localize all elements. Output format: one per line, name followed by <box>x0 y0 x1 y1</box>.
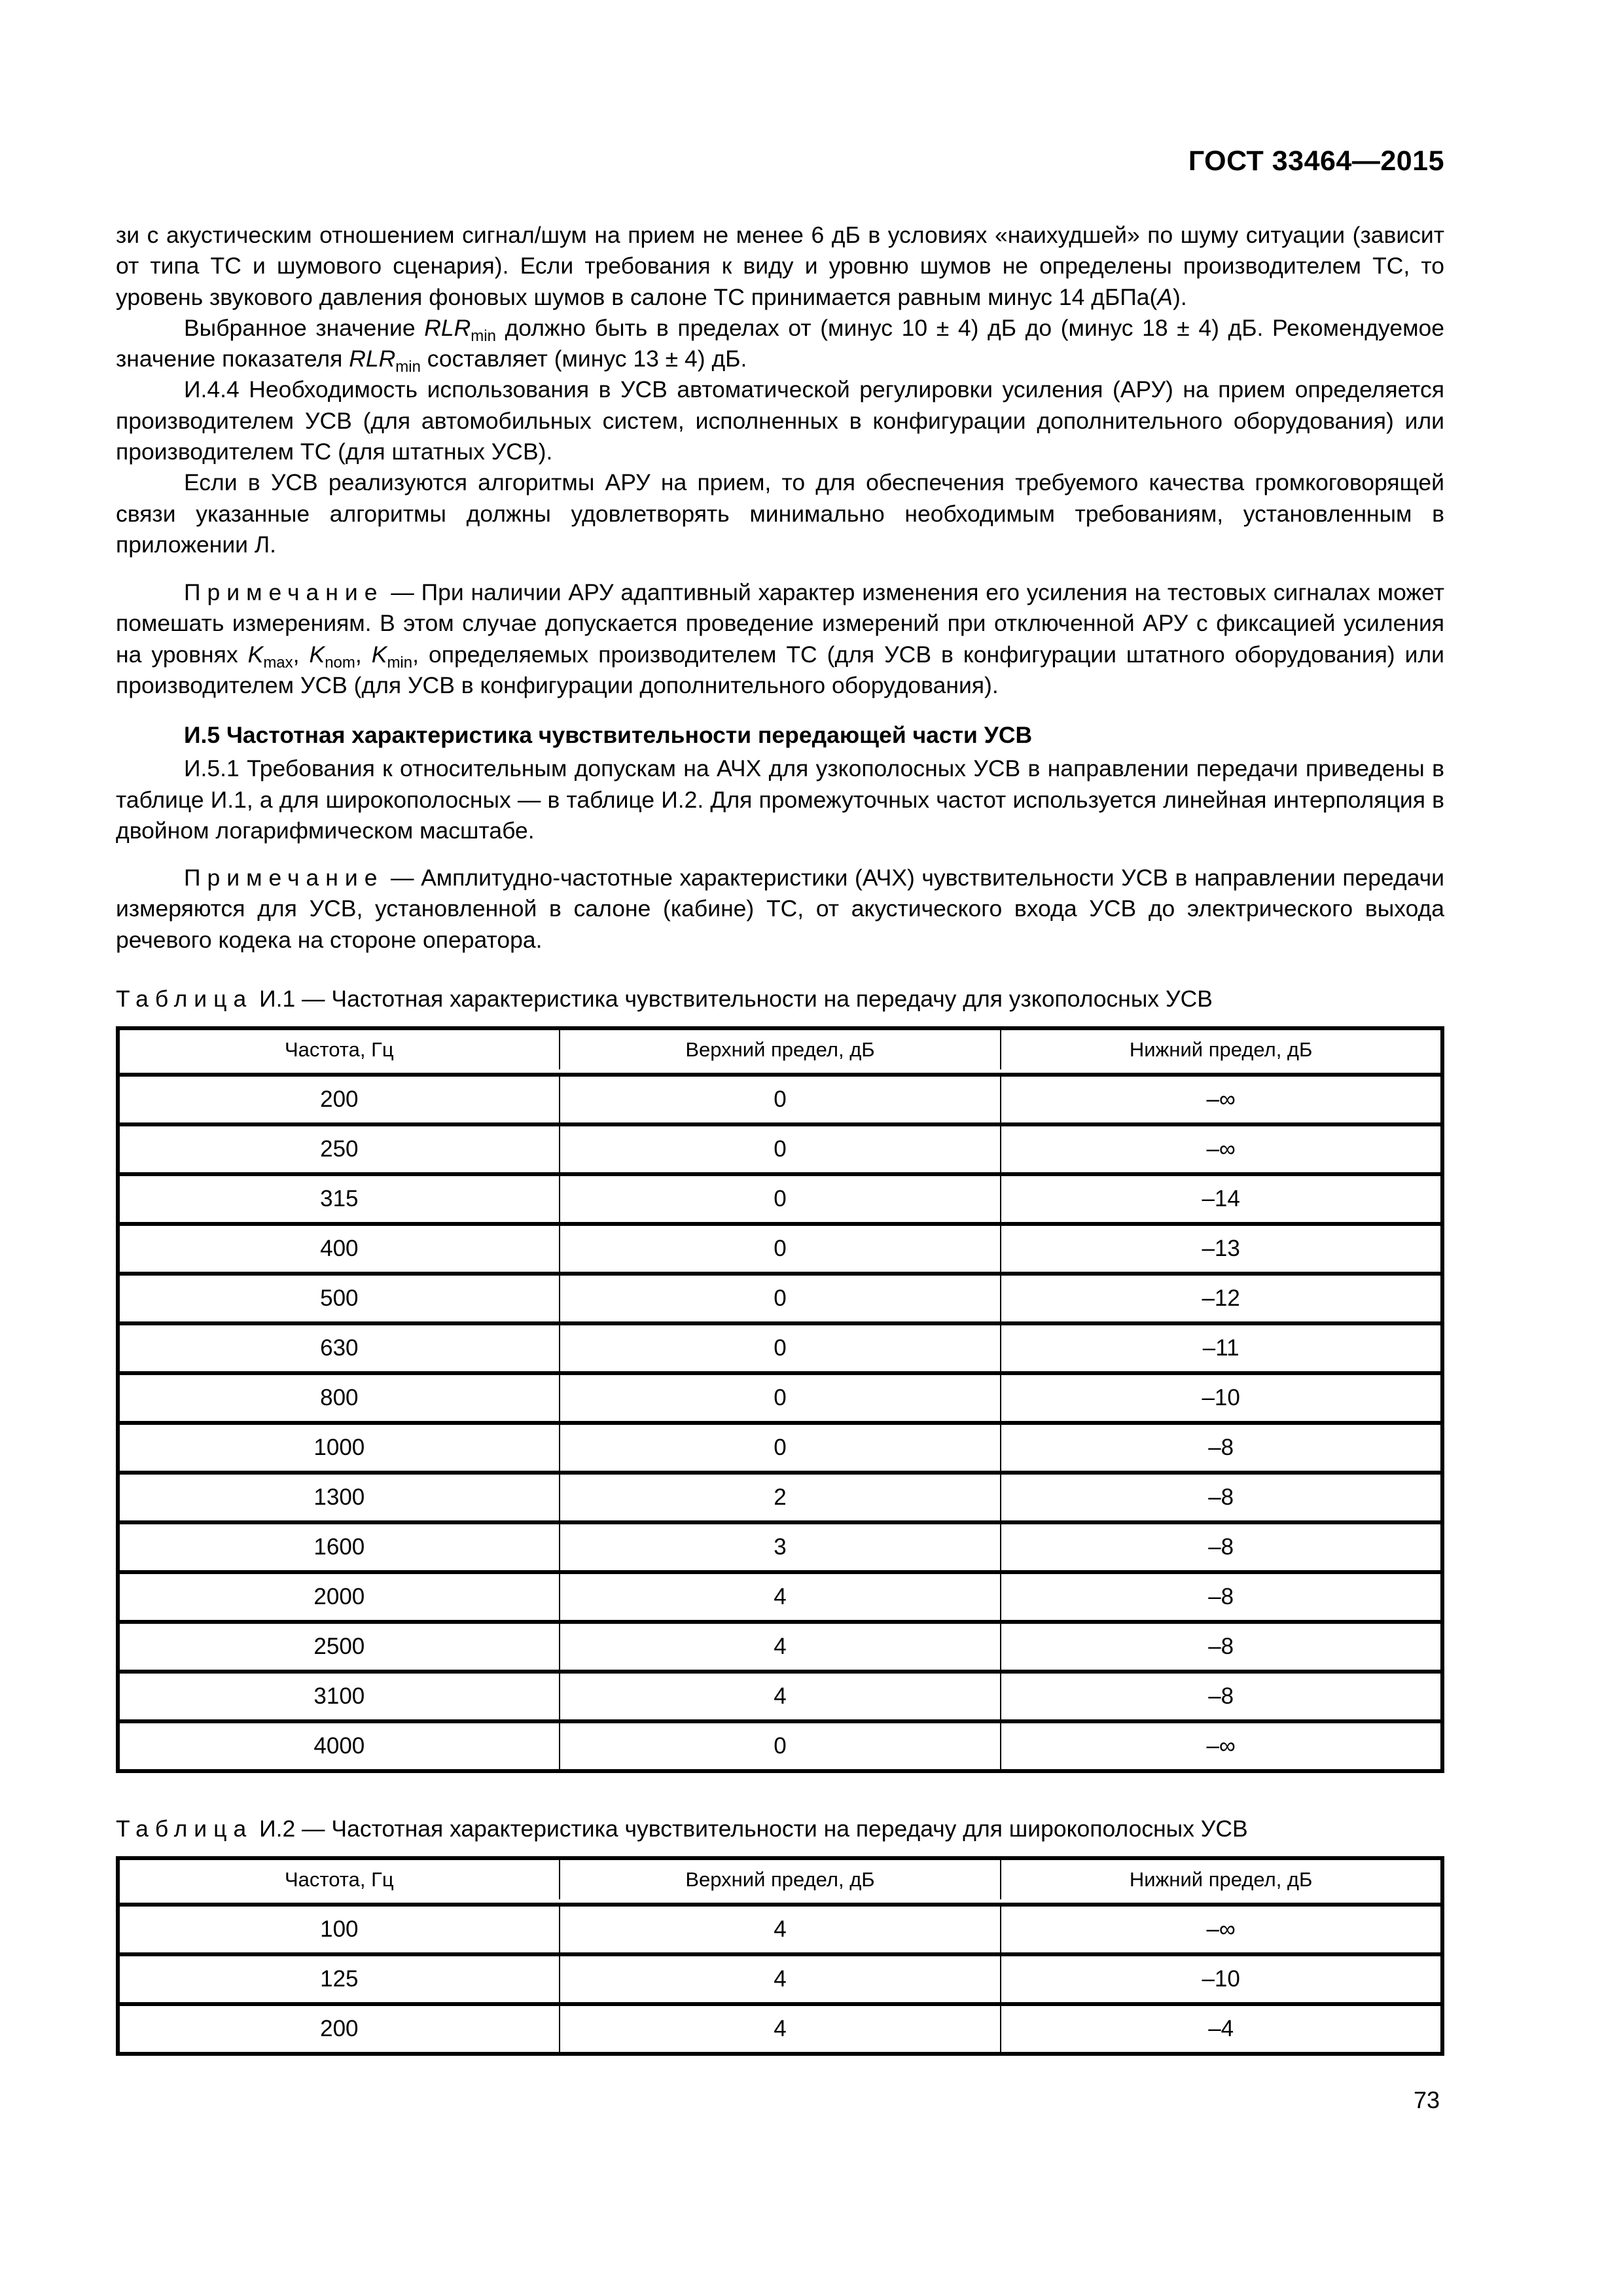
cell-frequency: 4000 <box>118 1721 560 1771</box>
subscript-min: min <box>471 327 496 345</box>
cell-frequency: 630 <box>118 1323 560 1373</box>
paragraph-i-4-4: И.4.4 Необходимость использования в УСВ автоматической регулировки усиления (АРУ) на прием определяется производителем УСВ (для автомобильных систем, исполненных в конфигурации дополнительного оборудования) или производителем ТС (для штатных УСВ). <box>116 376 1444 465</box>
page-number: 73 <box>1414 2087 1440 2113</box>
cell-upper: 0 <box>560 1224 1001 1274</box>
table-2 <box>116 1856 1444 2056</box>
cell-lower: –13 <box>1001 1224 1442 1274</box>
cell-frequency: 315 <box>118 1174 560 1224</box>
cell-upper: 0 <box>560 1124 1001 1174</box>
column-header-frequency: Частота, Гц <box>118 1028 560 1071</box>
cell-frequency: 400 <box>118 1224 560 1274</box>
cell-upper: 4 <box>560 1954 1001 2004</box>
cell-upper: 4 <box>560 1672 1001 1721</box>
cell-lower: –∞ <box>1001 1075 1442 1124</box>
cell-upper: 0 <box>560 1075 1001 1124</box>
note-text: определяемых производителем ТС (для УСВ в конфигурации штатного оборудования) или производителем УСВ (для УСВ в конфигурации дополнительного оборудования). <box>116 641 1444 698</box>
section-i-5 <box>116 720 1444 846</box>
paragraph-text: должно быть в пределах от (минус 10 ± 4) дБ до (минус 18 ± 4) дБ. Рекомендуемое значение показателя <box>116 314 1444 372</box>
cell-lower: –∞ <box>1001 1905 1442 1954</box>
cell-upper: 0 <box>560 1423 1001 1473</box>
cell-upper: 0 <box>560 1373 1001 1423</box>
column-header-lower-limit: Нижний предел, дБ <box>1001 1028 1442 1071</box>
paragraph-continuation <box>116 220 1444 313</box>
k-symbol: K <box>247 641 264 668</box>
column-header-upper-limit: Верхний предел, дБ <box>560 1858 1001 1901</box>
table-row <box>118 1323 1442 1373</box>
cell-upper: 0 <box>560 1174 1001 1224</box>
cell-frequency: 125 <box>118 1954 560 2004</box>
table-row <box>118 1224 1442 1274</box>
subscript-min: min <box>395 358 421 376</box>
paragraph-text: ). <box>1173 283 1187 310</box>
note-text: — Амплитудно-частотные характеристики (АЧХ) чувствительности УСВ в направлении передачи измеряются для УСВ, установленной в салоне (кабине) ТС, от акустического входа УСВ до электрического выхода речевого кодека на стороне оператора. <box>116 865 1444 953</box>
rlr-symbol: RLR <box>424 314 471 341</box>
cell-frequency: 3100 <box>118 1672 560 1721</box>
cell-lower: –8 <box>1001 1423 1442 1473</box>
table-row <box>118 1274 1442 1323</box>
cell-frequency: 2000 <box>118 1572 560 1622</box>
paragraph-aru: Если в УСВ реализуются алгоритмы АРУ на прием, то для обеспечения требуемого качества громкоговорящей связи указанные алгоритмы должны удовлетворять минимально необходимым требованиям, установленным в приложении Л. <box>116 469 1444 558</box>
note-block-2 <box>116 863 1444 956</box>
cell-frequency: 1300 <box>118 1473 560 1522</box>
cell-frequency: 500 <box>118 1274 560 1323</box>
table-row <box>118 1622 1442 1672</box>
table-1 <box>116 1026 1444 1773</box>
subscript-min: min <box>387 653 413 672</box>
cell-frequency: 100 <box>118 1905 560 1954</box>
note-label: Примечание <box>184 865 384 891</box>
cell-lower: –8 <box>1001 1572 1442 1622</box>
cell-lower: –8 <box>1001 1473 1442 1522</box>
paragraph-text: зи с акустическим отношением сигнал/шум на прием не менее 6 дБ в условиях «наихудшей» по шуму ситуации (зависит от типа ТС и шумового сценария). Если требования к виду и уровню шумов не определены производителем ТС, то уровень звукового давления фоновых шумов в салоне ТС принимается равным минус 14 дБПа( <box>116 222 1444 310</box>
cell-upper: 4 <box>560 1572 1001 1622</box>
table-row <box>118 1075 1442 1124</box>
cell-upper: 4 <box>560 1905 1001 1954</box>
cell-upper: 4 <box>560 2004 1001 2054</box>
table-row <box>118 1672 1442 1721</box>
cell-frequency: 250 <box>118 1124 560 1174</box>
column-header-frequency: Частота, Гц <box>118 1858 560 1901</box>
note-paragraph: Примечание — При наличии АРУ адаптивный характер изменения его усиления на тестовых сигналах может помешать измерениям. В этом случае допускается проведение измерений при отключенной АРУ с фиксацией усиления на уровнях $K_{max}$, $K_{nom}$, $K_{min}$, определяемых производителем ТС (для УСВ в конфигурации штатного оборудования) или производителем УСВ (для УСВ в конфигурации дополнительного оборудования). <box>116 579 1444 698</box>
cell-lower: –10 <box>1001 1954 1442 2004</box>
cell-upper: 0 <box>560 1274 1001 1323</box>
note-paragraph <box>116 863 1444 956</box>
cell-upper: 4 <box>560 1622 1001 1672</box>
paragraph-i-5-1: И.5.1 Требования к относительным допускам на АЧХ для узкополосных УСВ в направлении передачи приведены в таблице И.1, а для широкополосных — в таблице И.2. Для промежуточных частот используется линейная интерполяция в двойном логарифмическом масштабе. <box>116 755 1444 844</box>
cell-lower: –∞ <box>1001 1124 1442 1174</box>
paragraph-rlr <box>116 313 1444 375</box>
cell-lower: –8 <box>1001 1522 1442 1572</box>
table-row <box>118 2004 1442 2054</box>
body-text-block-1 <box>116 220 1444 560</box>
paragraph-text: составляет (минус 13 ± 4) дБ. <box>420 346 747 372</box>
cell-lower: –12 <box>1001 1274 1442 1323</box>
italic-symbol: A <box>1157 283 1173 310</box>
table-header-row <box>118 1858 1442 1901</box>
caption-text: И.2 — Частотная характеристика чувствительности на передачу для широкополосных УСВ <box>253 1816 1248 1842</box>
cell-lower: –∞ <box>1001 1721 1442 1771</box>
note-block-1 <box>116 577 1444 701</box>
caption-label: Таблица <box>116 986 253 1012</box>
note-text: — При наличии АРУ адаптивный характер изменения его усиления на тестовых сигналах может помешать измерениям. В этом случае допускается проведение измерений при отключенной АРУ с фиксацией усиления на уровнях <box>116 579 1444 668</box>
cell-upper: 3 <box>560 1522 1001 1572</box>
table-row <box>118 1423 1442 1473</box>
cell-frequency: 1600 <box>118 1522 560 1572</box>
cell-lower: –11 <box>1001 1323 1442 1373</box>
cell-frequency: 200 <box>118 1075 560 1124</box>
paragraph-text: Выбранное значение <box>184 314 425 341</box>
subscript-nom: nom <box>325 653 355 672</box>
table-row <box>118 1905 1442 1954</box>
table-row <box>118 1954 1442 2004</box>
subscript-max: max <box>263 653 293 672</box>
cell-lower: –4 <box>1001 2004 1442 2054</box>
table-row <box>118 1124 1442 1174</box>
cell-frequency: 200 <box>118 2004 560 2054</box>
cell-upper: 0 <box>560 1323 1001 1373</box>
cell-lower: –8 <box>1001 1672 1442 1721</box>
table-1-caption <box>116 984 1213 1013</box>
cell-frequency: 800 <box>118 1373 560 1423</box>
note-label: Примечание <box>184 579 384 605</box>
table-row <box>118 1373 1442 1423</box>
table-2-caption <box>116 1814 1248 1843</box>
section-heading: И.5 Частотная характеристика чувствительности передающей части УСВ <box>184 722 1033 748</box>
table-header-row <box>118 1028 1442 1071</box>
table-row <box>118 1721 1442 1771</box>
document-id-header: ГОСТ 33464—2015 <box>1188 145 1444 177</box>
cell-lower: –8 <box>1001 1622 1442 1672</box>
column-header-upper-limit: Верхний предел, дБ <box>560 1028 1001 1071</box>
cell-frequency: 2500 <box>118 1622 560 1672</box>
cell-lower: –14 <box>1001 1174 1442 1224</box>
k-symbol: K <box>309 641 325 668</box>
cell-upper: 2 <box>560 1473 1001 1522</box>
k-symbol: K <box>371 641 387 668</box>
table-row <box>118 1522 1442 1572</box>
table-row <box>118 1572 1442 1622</box>
cell-frequency: 1000 <box>118 1423 560 1473</box>
cell-upper: 0 <box>560 1721 1001 1771</box>
cell-lower: –10 <box>1001 1373 1442 1423</box>
caption-text: И.1 — Частотная характеристика чувствительности на передачу для узкополосных УСВ <box>253 986 1213 1012</box>
rlr-symbol: RLR <box>349 346 396 372</box>
caption-label: Таблица <box>116 1816 253 1842</box>
column-header-lower-limit: Нижний предел, дБ <box>1001 1858 1442 1901</box>
table-row <box>118 1174 1442 1224</box>
table-row <box>118 1473 1442 1522</box>
